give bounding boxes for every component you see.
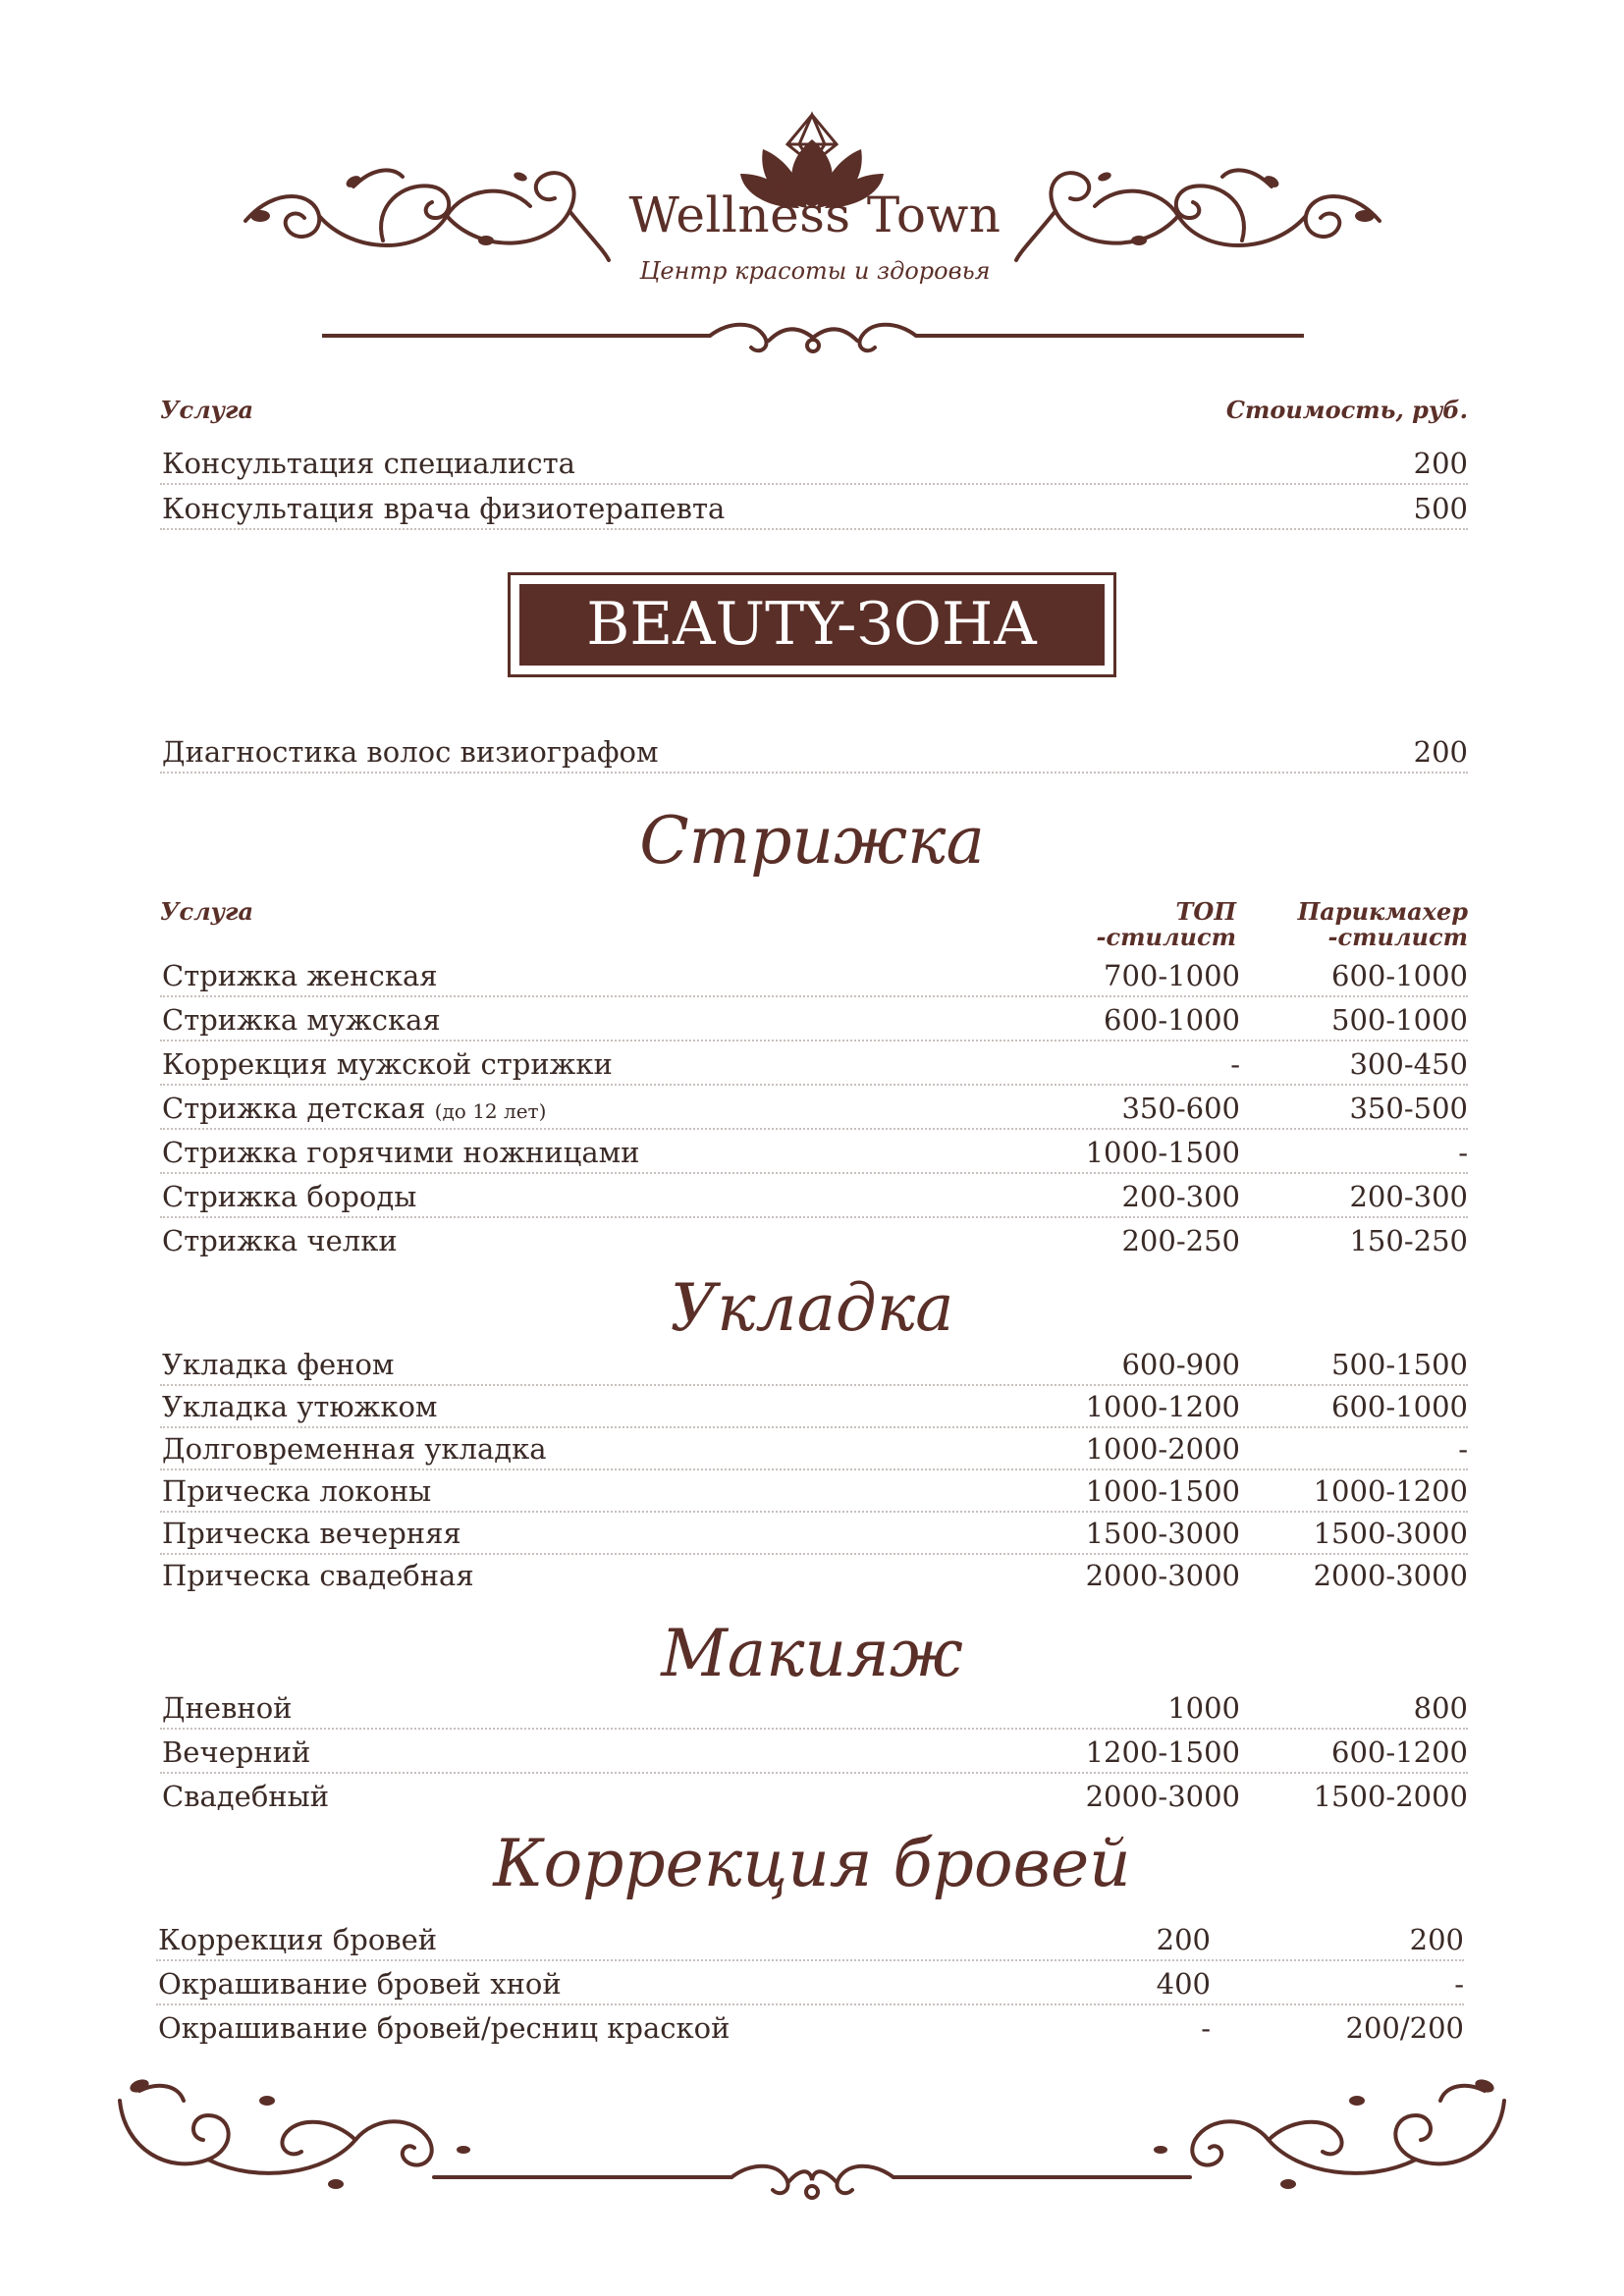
service-note: (до 12 лет) bbox=[434, 1099, 547, 1123]
hairdresser-price: - bbox=[1454, 1967, 1464, 2001]
top-stylist-price: 350-600 bbox=[1121, 1092, 1240, 1125]
top-stylist-price: 1000-1200 bbox=[1085, 1390, 1240, 1423]
top-stylist-price: - bbox=[1230, 1047, 1240, 1081]
hairdresser-price: 600-1200 bbox=[1331, 1735, 1468, 1769]
table-row bbox=[160, 1429, 1468, 1470]
top-stylist-price: - bbox=[1201, 2011, 1211, 2045]
service-name: Стрижка бороды bbox=[162, 1180, 417, 1213]
beauty-zone-banner bbox=[508, 572, 1116, 677]
col-hair-line2: -стилист bbox=[1327, 923, 1468, 951]
section-title-brows: Коррекция бровей bbox=[493, 1826, 1131, 1901]
table-row bbox=[160, 1044, 1468, 1086]
service-name: Консультация специалиста bbox=[162, 447, 575, 480]
table-row bbox=[160, 1514, 1468, 1555]
haircut-col-service: Услуга bbox=[160, 897, 254, 926]
table-row bbox=[156, 1964, 1464, 2005]
haircut-col-top bbox=[1097, 899, 1236, 950]
service-name: Прическа локоны bbox=[162, 1474, 432, 1508]
hairdresser-price: 350-500 bbox=[1349, 1092, 1468, 1125]
table-row bbox=[160, 1089, 1468, 1130]
table-row bbox=[156, 2008, 1464, 2048]
hairdresser-price: 2000-3000 bbox=[1313, 1559, 1468, 1592]
service-name: Окрашивание бровей хной bbox=[158, 1967, 562, 2001]
service-name: Дневной bbox=[162, 1691, 293, 1725]
service-price: 200 bbox=[1413, 735, 1468, 769]
hairdresser-price: 600-1000 bbox=[1331, 959, 1468, 992]
service-name-text: Стрижка детская bbox=[162, 1092, 426, 1125]
brand-name: Wellness Town bbox=[628, 187, 1001, 243]
service-name: Коррекция бровей bbox=[158, 1923, 438, 1956]
top-stylist-price: 200-250 bbox=[1121, 1224, 1240, 1257]
service-price: 500 bbox=[1413, 492, 1468, 525]
list-item bbox=[160, 732, 1468, 774]
consult-col-price: Стоимость, руб. bbox=[1225, 396, 1468, 424]
header-divider bbox=[322, 316, 1304, 359]
footer-center-flourish-icon bbox=[496, 2155, 1129, 2214]
service-name bbox=[162, 1089, 546, 1131]
top-stylist-price: 1200-1500 bbox=[1085, 1735, 1240, 1769]
service-name: Стрижка женская bbox=[162, 959, 438, 992]
service-name: Долговременная укладка bbox=[162, 1432, 547, 1466]
section-title-haircut: Стрижка bbox=[639, 803, 985, 879]
col-hair-line1: Парикмахер bbox=[1297, 897, 1468, 926]
service-name: Укладка феном bbox=[162, 1348, 395, 1381]
top-stylist-price: 1000-1500 bbox=[1085, 1474, 1240, 1508]
hairdresser-price: 500-1500 bbox=[1331, 1348, 1468, 1381]
footer-right-flourish-icon bbox=[1126, 2061, 1514, 2199]
section-title-styling: Укладка bbox=[670, 1270, 954, 1346]
table-row bbox=[160, 1471, 1468, 1513]
service-name: Вечерний bbox=[162, 1735, 311, 1769]
brand-subtitle: Центр красоты и здоровья bbox=[639, 257, 991, 285]
table-row bbox=[160, 1221, 1468, 1260]
section-title-makeup: Макияж bbox=[661, 1616, 963, 1691]
beauty-zone-title: BEAUTY-ЗОНА bbox=[519, 584, 1105, 666]
table-row bbox=[160, 1733, 1468, 1774]
hairdresser-price: 1000-1200 bbox=[1313, 1474, 1468, 1508]
top-stylist-price: 700-1000 bbox=[1104, 959, 1240, 992]
service-name: Прическа свадебная bbox=[162, 1559, 474, 1592]
top-stylist-price: 200-300 bbox=[1121, 1180, 1240, 1213]
service-name: Консультация врача физиотерапевта bbox=[162, 492, 726, 525]
hairdresser-price: - bbox=[1458, 1136, 1468, 1169]
service-name: Окрашивание бровей/ресниц краской bbox=[158, 2011, 731, 2045]
service-name: Коррекция мужской стрижки bbox=[162, 1047, 613, 1081]
service-name: Стрижка челки bbox=[162, 1224, 398, 1257]
top-stylist-price: 2000-3000 bbox=[1085, 1559, 1240, 1592]
hairdresser-price: 600-1000 bbox=[1331, 1390, 1468, 1423]
hairdresser-price: 1500-3000 bbox=[1313, 1517, 1468, 1550]
top-stylist-price: 1000-1500 bbox=[1085, 1136, 1240, 1169]
haircut-col-hair bbox=[1298, 899, 1468, 950]
table-row bbox=[156, 1920, 1464, 1961]
table-row bbox=[160, 1345, 1468, 1386]
top-stylist-price: 2000-3000 bbox=[1085, 1780, 1240, 1813]
footer-left-flourish-icon bbox=[110, 2061, 498, 2199]
hairdresser-price: 200-300 bbox=[1349, 1180, 1468, 1213]
hairdresser-price: 200 bbox=[1409, 1923, 1464, 1956]
table-row bbox=[160, 1133, 1468, 1174]
service-name: Укладка утюжком bbox=[162, 1390, 438, 1423]
top-stylist-price: 200 bbox=[1156, 1923, 1211, 1956]
table-row bbox=[160, 1000, 1468, 1041]
service-name: Прическа вечерняя bbox=[162, 1517, 461, 1550]
list-item bbox=[160, 489, 1468, 530]
table-row bbox=[160, 956, 1468, 997]
hairdresser-price: 1500-2000 bbox=[1313, 1780, 1468, 1813]
hairdresser-price: 800 bbox=[1413, 1691, 1468, 1725]
top-stylist-price: 400 bbox=[1156, 1967, 1211, 2001]
hairdresser-price: 500-1000 bbox=[1331, 1003, 1468, 1037]
table-row bbox=[160, 1688, 1468, 1730]
table-row bbox=[160, 1177, 1468, 1218]
service-name: Стрижка мужская bbox=[162, 1003, 441, 1037]
top-stylist-price: 600-900 bbox=[1121, 1348, 1240, 1381]
table-row bbox=[160, 1387, 1468, 1428]
hairdresser-price: - bbox=[1458, 1432, 1468, 1466]
col-top-line2: -стилист bbox=[1096, 923, 1236, 951]
hairdresser-price: 300-450 bbox=[1349, 1047, 1468, 1081]
top-stylist-price: 1000-2000 bbox=[1085, 1432, 1240, 1466]
table-row bbox=[160, 1777, 1468, 1816]
hairdresser-price: 150-250 bbox=[1349, 1224, 1468, 1257]
service-name: Свадебный bbox=[162, 1780, 330, 1813]
table-row bbox=[160, 1556, 1468, 1595]
consult-col-service: Услуга bbox=[160, 396, 254, 424]
hairdresser-price: 200/200 bbox=[1345, 2011, 1464, 2045]
service-price: 200 bbox=[1413, 447, 1468, 480]
top-stylist-price: 600-1000 bbox=[1104, 1003, 1240, 1037]
service-name: Диагностика волос визиографом bbox=[162, 735, 659, 769]
col-top-line1: ТОП bbox=[1175, 897, 1236, 926]
list-item bbox=[160, 444, 1468, 485]
service-name: Стрижка горячими ножницами bbox=[162, 1136, 640, 1169]
top-stylist-price: 1500-3000 bbox=[1085, 1517, 1240, 1550]
top-stylist-price: 1000 bbox=[1167, 1691, 1240, 1725]
